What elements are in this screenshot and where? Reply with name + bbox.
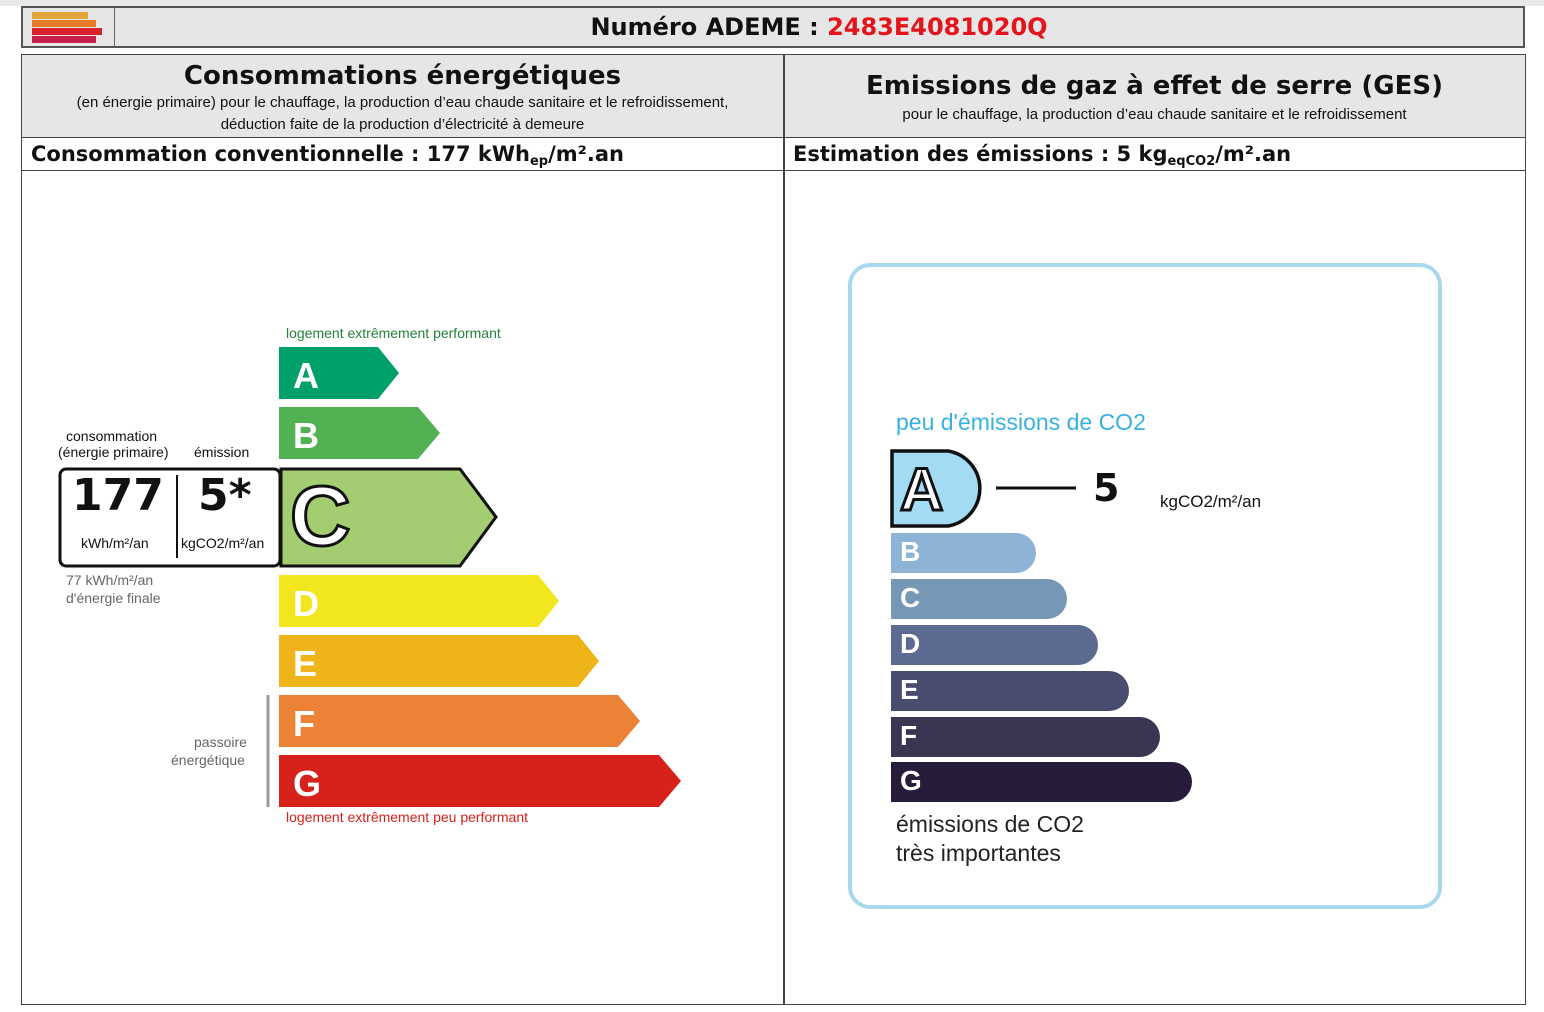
passoire-label-1: passoire [194, 734, 247, 750]
energy-class-c-letter: C [290, 469, 351, 563]
energy-bottom-caption: logement extrêmement peu performant [286, 809, 529, 825]
ges-class-b-letter: B [900, 536, 921, 567]
ges-class-e-letter: E [900, 674, 919, 705]
energy-class-a-letter: A [293, 355, 319, 396]
energy-class-d-letter: D [293, 583, 319, 624]
ges-class-f-letter: F [900, 720, 918, 751]
ges-class-g-bar [891, 762, 1192, 802]
energy-subtitle-1: (en énergie primaire) pour le chauffage, la production d’eau chaude sanitaire et le refroidissement, [76, 94, 729, 111]
ges-value: 5 [1093, 466, 1120, 510]
ges-class-a-letter: A [900, 456, 944, 523]
ademe-label: Numéro ADEME : [590, 13, 828, 41]
energy-metric-sub: ep [529, 154, 549, 169]
ges-unit: kgCO2/m²/an [1160, 492, 1262, 511]
energy-metric-unit: /m².an [548, 142, 624, 166]
consumption-label-1: consommation [66, 428, 158, 444]
consumption-value: 177 [72, 470, 164, 521]
ges-class-c-letter: C [900, 582, 921, 613]
ges-class-f-bar [891, 717, 1160, 757]
consumption-unit: kWh/m²/an [81, 535, 149, 551]
emission-value: 5* [198, 470, 252, 521]
ademe-number: 2483E4081020Q [827, 13, 1048, 41]
ges-bottom-caption-1: émissions de CO2 [896, 811, 1084, 837]
energy-metric-value: Consommation conventionnelle : 177 kWh [31, 142, 530, 166]
energy-class-g-letter: G [293, 763, 322, 804]
ges-title: Emissions de gaz à effet de serre (GES) [866, 71, 1443, 101]
ges-top-caption: peu d'émissions de CO2 [896, 409, 1146, 435]
ges-class-e-bar [891, 671, 1129, 711]
energy-title: Consommations énergétiques [183, 61, 622, 91]
ges-subtitle: pour le chauffage, la production d’eau chaude sanitaire et le refroidissement [902, 106, 1407, 123]
energy-class-e-letter: E [293, 643, 318, 684]
passoire-label-2: énergétique [171, 752, 245, 768]
ges-bottom-caption-2: très importantes [896, 840, 1061, 866]
consumption-label-2: (énergie primaire) [58, 444, 169, 460]
energy-top-caption: logement extrêmement performant [286, 325, 501, 341]
ges-class-g-letter: G [900, 765, 922, 796]
ges-metric-value: Estimation des émissions : 5 kg [793, 142, 1168, 166]
ges-class-d-bar [891, 625, 1098, 665]
ges-class-d-letter: D [900, 628, 921, 659]
emission-label: émission [194, 444, 250, 460]
ges-metric-unit: /m².an [1215, 142, 1292, 166]
energy-class-f-letter: F [293, 703, 315, 744]
emission-unit: kgCO2/m²/an [181, 535, 265, 551]
energy-class-b-letter: B [293, 415, 319, 456]
ges-metric-sub: eqCO2 [1167, 154, 1216, 169]
final-energy-line-1: 77 kWh/m²/an [66, 572, 154, 588]
final-energy-line-2: d'énergie finale [66, 590, 161, 606]
energy-subtitle-2: déduction faite de la production d’électricité à demeure [220, 116, 585, 133]
